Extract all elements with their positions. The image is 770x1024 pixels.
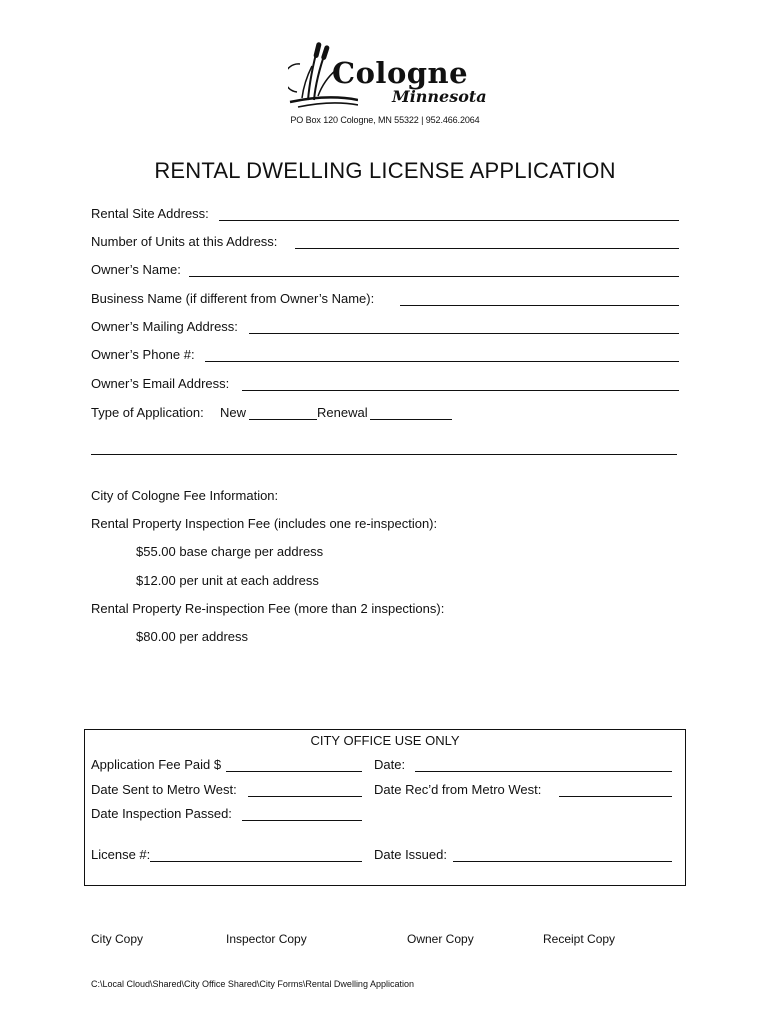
city-copy-label: City Copy — [91, 932, 144, 946]
site-address-label: Rental Site Address: — [91, 206, 209, 221]
owner-name-field[interactable] — [189, 276, 679, 277]
business-name-label: Business Name (if different from Owner’s Name): — [91, 291, 375, 306]
site-address-field[interactable] — [219, 220, 679, 221]
owner-copy-label: Owner Copy — [407, 932, 474, 946]
recd-metro-field[interactable] — [559, 796, 672, 797]
mailing-address-label: Owner’s Mailing Address: — [91, 319, 238, 334]
office-use-heading: CITY OFFICE USE ONLY — [310, 733, 460, 748]
units-label: Number of Units at this Address: — [91, 234, 278, 249]
page-title: RENTAL DWELLING LICENSE APPLICATION — [154, 158, 616, 183]
file-path-footer: C:\Local Cloud\Shared\City Office Shared\City Forms\Rental Dwelling Application — [91, 979, 414, 989]
fee-heading: City of Cologne Fee Information: — [91, 488, 279, 503]
owner-name-label: Owner’s Name: — [91, 262, 181, 277]
recd-metro-label: Date Rec’d from Metro West: — [374, 782, 542, 797]
new-field[interactable] — [249, 419, 317, 420]
logo-subtitle: Minnesota — [392, 87, 487, 106]
phone-field[interactable] — [205, 361, 679, 362]
date-field[interactable] — [415, 771, 672, 772]
inspection-fee-text: Rental Property Inspection Fee (includes one re-inspection): — [91, 516, 438, 531]
logo-wordmark: Cologne — [332, 56, 469, 90]
date-issued-label: Date Issued: — [374, 847, 447, 862]
date-issued-field[interactable] — [453, 861, 672, 862]
section-divider — [91, 454, 677, 455]
inspection-passed-label: Date Inspection Passed: — [91, 806, 232, 821]
units-field[interactable] — [295, 248, 679, 249]
date-label: Date: — [374, 757, 406, 772]
renewal-field[interactable] — [370, 419, 452, 420]
license-no-field[interactable] — [150, 861, 362, 862]
business-name-field[interactable] — [400, 305, 679, 306]
email-label: Owner’s Email Address: — [91, 376, 230, 391]
app-type-label: Type of Application: — [91, 405, 204, 420]
fee-paid-field[interactable] — [226, 771, 362, 772]
new-label: New — [220, 405, 247, 420]
per-unit-text: $12.00 per unit at each address — [136, 573, 319, 588]
mailing-address-field[interactable] — [249, 333, 679, 334]
reinspection-amount-text: $80.00 per address — [136, 629, 249, 644]
reinspection-fee-text: Rental Property Re-inspection Fee (more than 2 inspections): — [91, 601, 445, 616]
license-no-label: License #: — [91, 847, 151, 862]
fee-paid-label: Application Fee Paid $ — [91, 757, 222, 772]
inspector-copy-label: Inspector Copy — [226, 932, 307, 946]
receipt-copy-label: Receipt Copy — [543, 932, 616, 946]
renewal-label: Renewal — [317, 405, 368, 420]
sent-metro-label: Date Sent to Metro West: — [91, 782, 237, 797]
sent-metro-field[interactable] — [248, 796, 362, 797]
city-logo — [288, 36, 488, 110]
inspection-passed-field[interactable] — [242, 820, 362, 821]
email-field[interactable] — [242, 390, 679, 391]
phone-label: Owner’s Phone #: — [91, 347, 195, 362]
base-charge-text: $55.00 base charge per address — [136, 544, 324, 559]
contact-line: PO Box 120 Cologne, MN 55322 | 952.466.2064 — [290, 115, 480, 125]
